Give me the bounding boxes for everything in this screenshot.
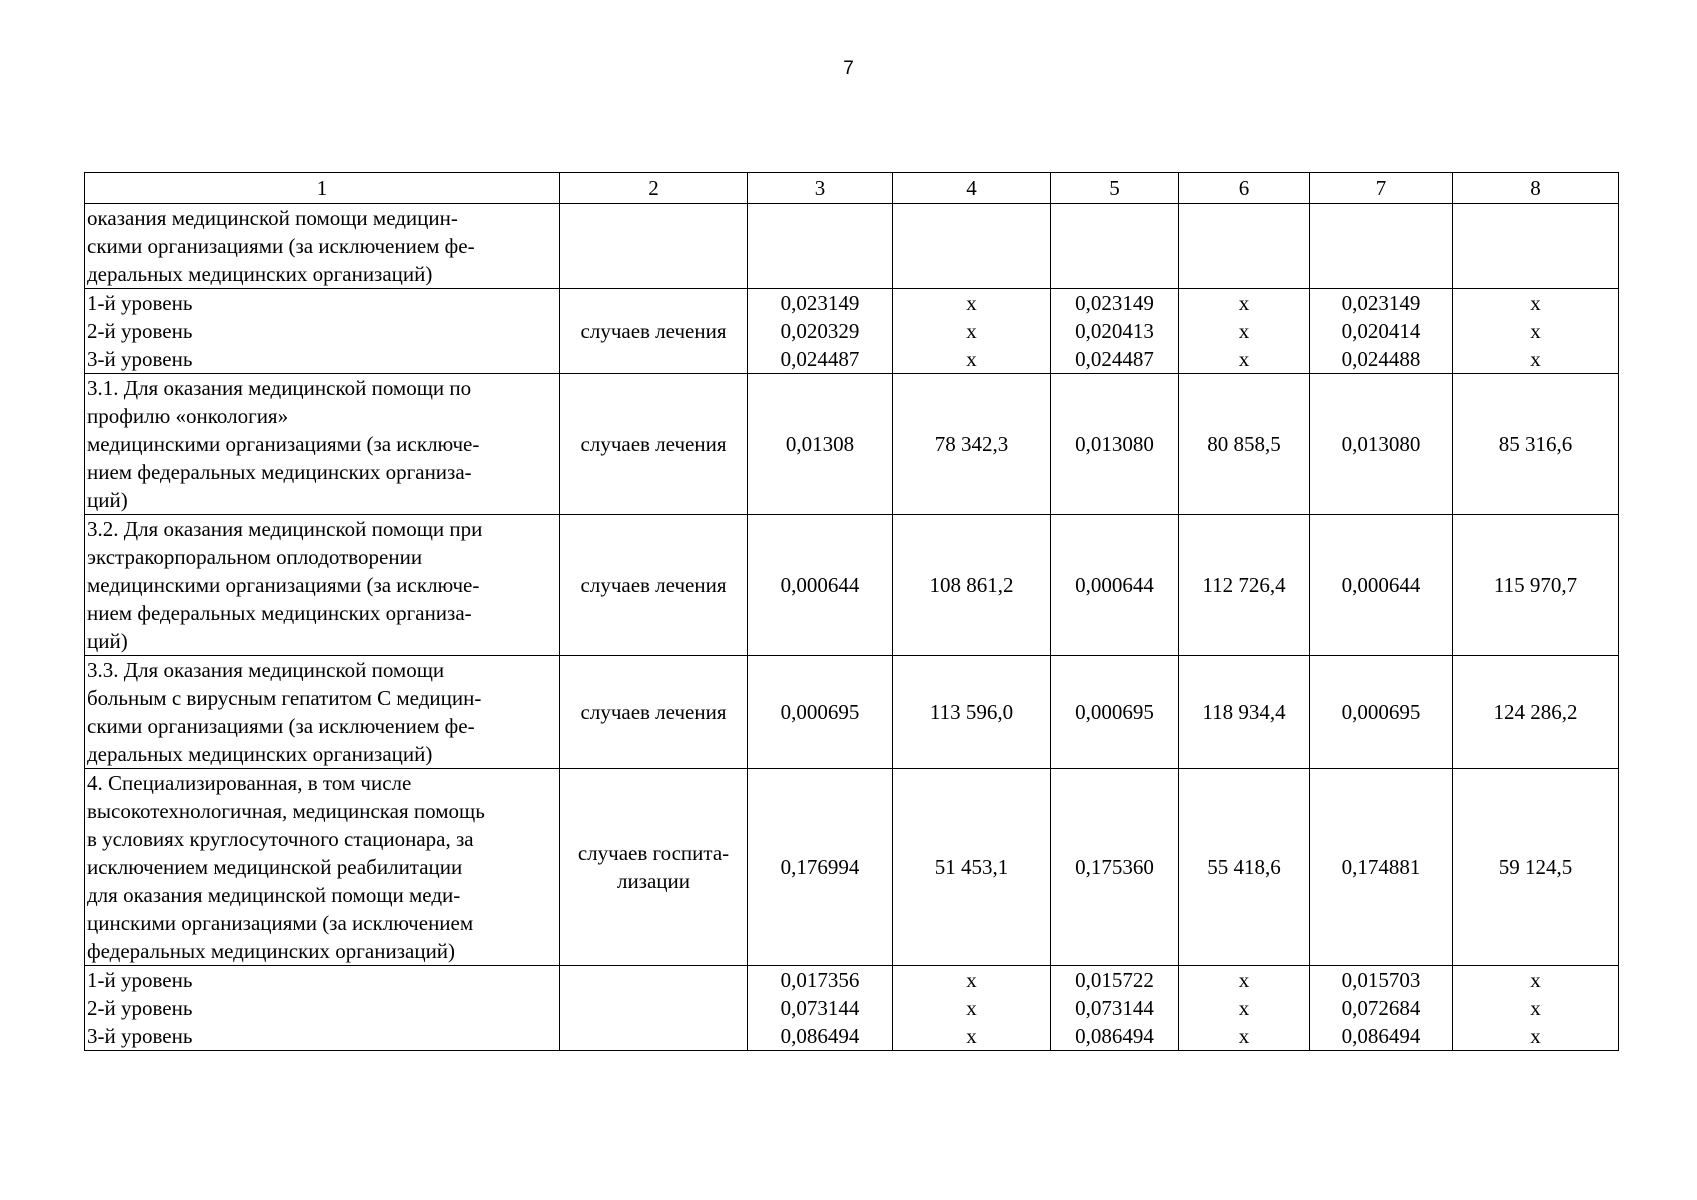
value-text <box>1455 853 1616 881</box>
value-text <box>1312 853 1450 881</box>
text-line: 0,015703 <box>1341 968 1421 992</box>
value-cell <box>1051 769 1179 966</box>
text-line: 0,000695 <box>780 700 860 724</box>
value-lines <box>895 966 1048 1050</box>
text-line: х <box>966 996 977 1020</box>
text-line: 0,020329 <box>780 319 860 343</box>
text-line: 0,024487 <box>780 347 860 371</box>
row-name-cell <box>85 966 560 1051</box>
text-line: 0,013080 <box>1341 432 1421 456</box>
text-line: 3-й уровень <box>87 347 193 371</box>
text-line: лизации <box>616 869 691 893</box>
unit-cell <box>560 515 748 656</box>
unit-text <box>562 317 745 345</box>
text-line: 0,000644 <box>1075 573 1154 597</box>
row-name-cell <box>85 515 560 656</box>
text-line: 0,073144 <box>1075 996 1154 1020</box>
text-line: 0,015722 <box>1075 968 1154 992</box>
text-line: 55 418,6 <box>1207 855 1281 879</box>
value-cell <box>893 769 1051 966</box>
text-line: 0,175360 <box>1075 855 1154 879</box>
value-cell <box>1179 289 1310 374</box>
value-cell <box>1310 204 1453 289</box>
text-line: х <box>1530 319 1541 343</box>
value-text <box>1312 698 1450 726</box>
text-line: исключением медицинской реабилитации <box>87 855 463 879</box>
text-line: 113 596,0 <box>929 700 1014 724</box>
text-line: деральных медицинских организаций) <box>87 742 433 766</box>
row-name <box>87 204 557 288</box>
text-line: 0,000695 <box>1341 700 1421 724</box>
text-line: экстракорпоральном оплодотворении <box>87 545 423 569</box>
text-line: ций) <box>87 629 128 653</box>
text-line: х <box>966 968 977 992</box>
text-line: 0,176994 <box>780 855 860 879</box>
value-cell <box>1051 515 1179 656</box>
text-line: в условиях круглосуточного стационара, за <box>87 827 474 851</box>
row-name <box>87 656 557 768</box>
text-line: х <box>1238 319 1250 343</box>
value-cell <box>1453 966 1619 1051</box>
value-cell <box>748 515 893 656</box>
value-text <box>895 853 1048 881</box>
text-line: х <box>966 347 977 371</box>
text-line: 51 453,1 <box>934 855 1009 879</box>
unit-text <box>562 430 745 458</box>
column-header: 2 <box>560 173 748 204</box>
value-cell <box>893 374 1051 515</box>
text-line: 3-й уровень <box>87 1024 193 1048</box>
row-name-cell <box>85 656 560 769</box>
value-text <box>1053 571 1176 599</box>
table-row <box>85 656 1619 769</box>
text-line: 0,072684 <box>1341 996 1421 1020</box>
value-cell <box>893 204 1051 289</box>
text-line: х <box>1530 996 1541 1020</box>
value-cell <box>1179 374 1310 515</box>
unit-cell <box>560 769 748 966</box>
text-line: 3.2. Для оказания медицинской помощи при <box>87 517 483 541</box>
value-lines <box>1312 966 1450 1050</box>
text-line: 2-й уровень <box>87 996 193 1020</box>
text-line: х <box>1530 968 1541 992</box>
text-line: 3.1. Для оказания медицинской помощи по <box>87 376 472 400</box>
value-lines <box>750 289 890 373</box>
text-line: оказания медицинской помощи медицин- <box>87 206 458 230</box>
text-line: х <box>1530 347 1541 371</box>
value-cell <box>1453 656 1619 769</box>
text-line: 0,017356 <box>780 968 860 992</box>
text-line: 3.3. Для оказания медицинской помощи <box>87 658 445 682</box>
text-line: х <box>1238 347 1250 371</box>
value-lines <box>1053 289 1176 373</box>
value-cell <box>748 374 893 515</box>
value-lines <box>1312 289 1450 373</box>
row-name <box>87 515 557 655</box>
value-text <box>1455 430 1616 458</box>
text-line: случаев лечения <box>580 573 727 597</box>
text-line: 108 861,2 <box>929 573 1014 597</box>
value-cell <box>748 769 893 966</box>
text-line: больным с вирусным гепатитом С медицин- <box>87 686 482 710</box>
text-line: х <box>1530 291 1541 315</box>
data-table <box>84 172 1619 1051</box>
value-text <box>1053 430 1176 458</box>
value-cell <box>1051 966 1179 1051</box>
text-line: 0,020414 <box>1341 319 1421 343</box>
value-cell <box>748 966 893 1051</box>
value-cell <box>893 966 1051 1051</box>
unit-text <box>562 839 745 895</box>
value-cell <box>1453 769 1619 966</box>
value-lines <box>750 966 890 1050</box>
value-cell <box>748 656 893 769</box>
text-line: х <box>1238 1024 1250 1048</box>
row-name <box>87 769 557 965</box>
text-line: 0,023149 <box>1075 291 1154 315</box>
column-header: 4 <box>893 173 1051 204</box>
value-text <box>1312 430 1450 458</box>
text-line: 115 970,7 <box>1493 573 1578 597</box>
text-line: 2-й уровень <box>87 319 193 343</box>
text-line: 0,086494 <box>1341 1024 1421 1048</box>
value-cell <box>1179 769 1310 966</box>
text-line: 0,024487 <box>1075 347 1154 371</box>
unit-cell <box>560 289 748 374</box>
text-line: х <box>1238 968 1250 992</box>
value-cell <box>1310 515 1453 656</box>
text-line: 0,023149 <box>780 291 860 315</box>
value-lines <box>1053 966 1176 1050</box>
value-cell <box>1051 374 1179 515</box>
text-line: х <box>1238 996 1250 1020</box>
header-row <box>85 173 1619 204</box>
unit-cell <box>560 204 748 289</box>
text-line: 124 286,2 <box>1493 700 1578 724</box>
table-row <box>85 966 1619 1051</box>
text-line: цинскими организациями (за исключением <box>87 911 474 935</box>
column-header: 7 <box>1310 173 1453 204</box>
value-cell <box>1453 515 1619 656</box>
value-cell <box>1179 966 1310 1051</box>
value-cell <box>893 656 1051 769</box>
value-cell <box>1051 289 1179 374</box>
text-line: 80 858,5 <box>1207 432 1281 456</box>
row-levels <box>87 966 557 1050</box>
text-line: 0,086494 <box>780 1024 860 1048</box>
value-text <box>1181 430 1307 458</box>
value-cell <box>1310 374 1453 515</box>
value-text <box>1181 571 1307 599</box>
text-line: 4. Специализированная, в том числе <box>87 771 412 795</box>
value-cell <box>1310 289 1453 374</box>
text-line: 0,000644 <box>1341 573 1421 597</box>
value-cell <box>1179 656 1310 769</box>
value-lines <box>1181 966 1307 1050</box>
value-cell <box>1453 289 1619 374</box>
value-text <box>750 853 890 881</box>
value-cell <box>1310 966 1453 1051</box>
text-line: 0,000644 <box>780 573 860 597</box>
unit-cell <box>560 656 748 769</box>
value-cell <box>1453 374 1619 515</box>
text-line: 0,000695 <box>1075 700 1154 724</box>
text-line: 59 124,5 <box>1498 855 1573 879</box>
text-line: случаев лечения <box>580 700 727 724</box>
text-line: х <box>966 319 977 343</box>
value-cell <box>1310 656 1453 769</box>
column-header: 5 <box>1051 173 1179 204</box>
value-cell <box>893 289 1051 374</box>
text-line: 1-й уровень <box>87 968 193 992</box>
text-line: 0,020413 <box>1075 319 1154 343</box>
value-cell <box>1051 656 1179 769</box>
value-text <box>1455 698 1616 726</box>
text-line: х <box>1530 1024 1541 1048</box>
value-cell <box>748 289 893 374</box>
value-text <box>1181 853 1307 881</box>
value-text <box>895 430 1048 458</box>
text-line: 112 726,4 <box>1202 573 1286 597</box>
text-line: 118 934,4 <box>1202 700 1286 724</box>
value-cell <box>748 204 893 289</box>
row-name-cell <box>85 769 560 966</box>
row-name-cell <box>85 289 560 374</box>
value-text <box>895 571 1048 599</box>
value-cell <box>1179 204 1310 289</box>
unit-text <box>562 571 745 599</box>
unit-text <box>562 698 745 726</box>
text-line: медицинскими организациями (за исключе- <box>87 432 480 456</box>
value-text <box>1312 571 1450 599</box>
table-row <box>85 374 1619 515</box>
column-header: 8 <box>1453 173 1619 204</box>
value-text <box>1053 853 1176 881</box>
value-cell <box>1453 204 1619 289</box>
value-cell <box>1179 515 1310 656</box>
value-text <box>1455 571 1616 599</box>
text-line: для оказания медицинской помощи меди- <box>87 883 461 907</box>
text-line: нием федеральных медицинских организа- <box>87 460 472 484</box>
value-text <box>750 698 890 726</box>
value-text <box>750 571 890 599</box>
text-line: 0,174881 <box>1341 855 1421 879</box>
text-line: ций) <box>87 488 128 512</box>
table-row <box>85 769 1619 966</box>
text-line: 0,024488 <box>1341 347 1421 371</box>
row-name-cell <box>85 374 560 515</box>
text-line: 1-й уровень <box>87 291 193 315</box>
text-line: случаев госпита- <box>577 841 730 865</box>
text-line: х <box>1238 291 1250 315</box>
column-header: 6 <box>1179 173 1310 204</box>
value-cell <box>1051 204 1179 289</box>
unit-cell <box>560 966 748 1051</box>
table-row <box>85 204 1619 289</box>
text-line: 0,086494 <box>1075 1024 1154 1048</box>
text-line: нием федеральных медицинских организа- <box>87 601 472 625</box>
text-line: федеральных медицинских организаций) <box>87 939 456 963</box>
text-line: случаев лечения <box>580 432 727 456</box>
value-lines <box>1455 289 1616 373</box>
value-lines <box>895 289 1048 373</box>
row-name-cell <box>85 204 560 289</box>
text-line: 0,01308 <box>785 432 855 456</box>
text-line: 78 342,3 <box>934 432 1009 456</box>
text-line: 0,073144 <box>780 996 860 1020</box>
table-row <box>85 289 1619 374</box>
value-lines <box>1455 966 1616 1050</box>
value-cell <box>893 515 1051 656</box>
text-line: случаев лечения <box>580 319 727 343</box>
value-text <box>895 698 1048 726</box>
text-line: медицинскими организациями (за исключе- <box>87 573 480 597</box>
text-line: скими организациями (за исключением фе- <box>87 234 475 258</box>
text-line: х <box>966 291 977 315</box>
value-text <box>1053 698 1176 726</box>
text-line: профилю «онкология» <box>87 404 289 428</box>
value-text <box>1181 698 1307 726</box>
column-header: 1 <box>85 173 560 204</box>
column-header: 3 <box>748 173 893 204</box>
text-line: 85 316,6 <box>1498 432 1573 456</box>
text-line: высокотехнологичная, медицинская помощь <box>87 799 485 823</box>
value-lines <box>1181 289 1307 373</box>
value-cell <box>1310 769 1453 966</box>
text-line: скими организациями (за исключением фе- <box>87 714 475 738</box>
text-line: х <box>966 1024 977 1048</box>
row-levels <box>87 289 557 373</box>
text-line: деральных медицинских организаций) <box>87 262 433 286</box>
text-line: 0,013080 <box>1075 432 1154 456</box>
text-line: 0,023149 <box>1341 291 1421 315</box>
row-name <box>87 374 557 514</box>
table-row <box>85 515 1619 656</box>
unit-cell <box>560 374 748 515</box>
value-text <box>750 430 890 458</box>
page-number: 7 <box>843 58 854 79</box>
